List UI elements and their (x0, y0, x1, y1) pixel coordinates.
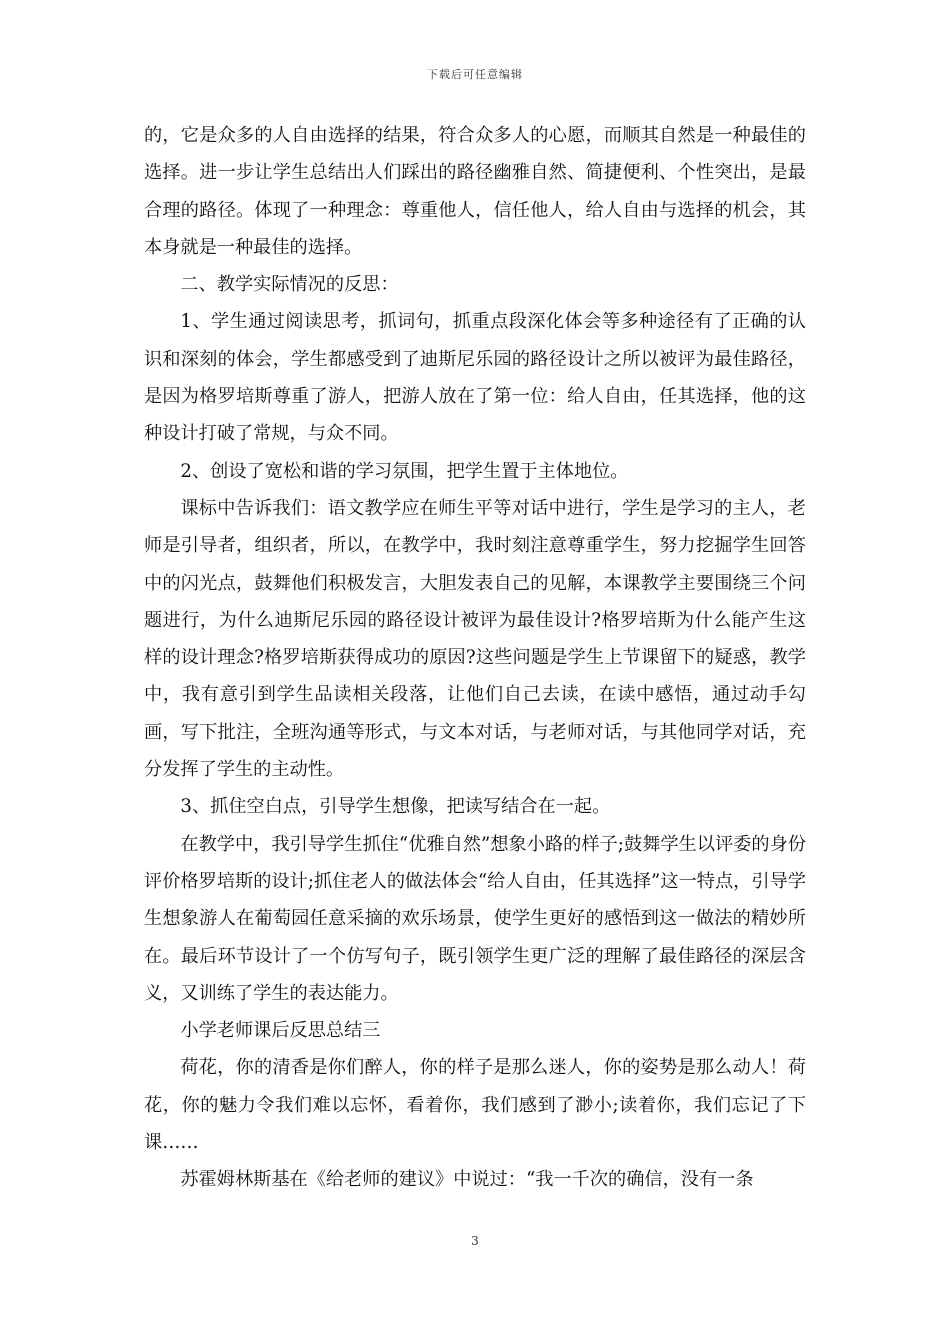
section-heading: 二、教学实际情况的反思： (180, 274, 399, 296)
page-number: 3 (471, 1234, 479, 1248)
section-heading: 小学老师课后反思总结三 (180, 1020, 381, 1042)
page-header: 下载后可任意编辑 (427, 68, 523, 81)
paragraph: 课标中告诉我们：语文教学应在师生平等对话中进行，学生是学习的主人，老师是引导者，组织者，所以，在教学中，我时刻注意尊重学生，努力挖掘学生回答中的闪光点，鼓舞他们积极发言，大胆发表自己的见解，本课教学主要围绕三个问题进行，为什么迪斯尼乐园的路径设计被评为最佳设计?格罗培斯为什么能产生这样的设计理念?格罗培斯获得成功的原因?这些问题是学生上节课留下的疑惑，教学中，我有意引到学生品读相关段落，让他们自己去读，在读中感悟，通过动手勾画，写下批注，全班沟通等形式，与文本对话，与老师对话，与其他同学对话，充分发挥了学生的主动性。 (144, 497, 806, 781)
paragraph: 1、学生通过阅读思考，抓词句，抓重点段深化体会等多种途径有了正确的认识和深刻的体会，学生都感受到了迪斯尼乐园的路径设计之所以被评为最佳路径，是因为格罗培斯尊重了游人，把游人放在了第一位：给人自由，任其选择，他的这种设计打破了常规，与众不同。 (144, 311, 806, 445)
paragraph: 荷花，你的清香是你们醉人，你的样子是那么迷人，你的姿势是那么动人！荷花，你的魅力令我们难以忘怀，看着你，我们感到了渺小;读着你，我们忘记了下课…… (144, 1057, 806, 1154)
paragraph: 的，它是众多的人自由选择的结果，符合众多人的心愿，而顺其自然是一种最佳的选择。进一步让学生总结出人们踩出的路径幽雅自然、简捷便利、个性突出，是最合理的路径。体现了一种理念：尊重他人，信任他人，给人自由与选择的机会，其本身就是一种最佳的选择。 (144, 125, 806, 258)
paragraph: 3、抓住空白点，引导学生想像，把读写结合在一起。 (180, 796, 611, 818)
paragraph: 苏霍姆林斯基在《给老师的建议》中说过：“我一千次的确信，没有一条 (180, 1169, 754, 1191)
document-body (144, 117, 806, 1199)
paragraph: 在教学中，我引导学生抓住“优雅自然”想象小路的样子;鼓舞学生以评委的身份评价格罗培斯的设计;抓住老人的做法体会“给人自由，任其选择”这一特点，引导学生想象游人在葡萄园任意采摘的欢乐场景，使学生更好的感悟到这一做法的精妙所在。最后环节设计了一个仿写句子，既引领学生更广泛的理解了最佳路径的深层含义，又训练了学生的表达能力。 (144, 833, 806, 1004)
paragraph: 2、创设了宽松和谐的学习氛围，把学生置于主体地位。 (180, 460, 629, 482)
